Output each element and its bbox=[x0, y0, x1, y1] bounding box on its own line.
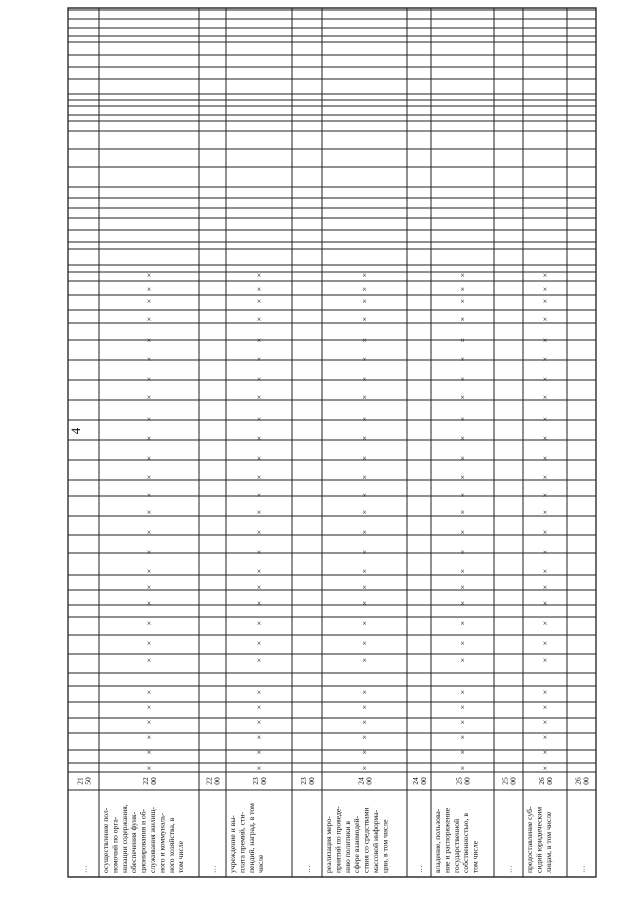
cell-mark: × bbox=[146, 599, 152, 608]
cell-mark: × bbox=[362, 703, 367, 712]
row-label: реализация меро-приятий по проведе-нию политики всфере взаимодей-ствия со средствамимассовой информа-ции, в том числе bbox=[324, 806, 390, 873]
cell-mark: × bbox=[460, 718, 465, 727]
cell-mark: × bbox=[256, 375, 262, 384]
cell-mark: × bbox=[362, 355, 367, 364]
cell-mark: × bbox=[146, 748, 152, 757]
cell-mark: × bbox=[256, 619, 262, 628]
cell-mark: × bbox=[256, 639, 262, 648]
cell-mark: × bbox=[146, 508, 152, 517]
row-label: … bbox=[208, 865, 218, 873]
cell-mark: × bbox=[256, 336, 262, 345]
cell-mark: × bbox=[362, 548, 367, 557]
cell-mark: × bbox=[256, 508, 262, 517]
cell-mark: × bbox=[146, 583, 152, 592]
cell-mark: × bbox=[460, 703, 465, 712]
cell-mark: × bbox=[256, 454, 262, 463]
cell-mark: × bbox=[146, 639, 152, 648]
row-label: … bbox=[577, 865, 587, 873]
cell-mark: × bbox=[146, 567, 152, 576]
cell-mark: × bbox=[146, 434, 152, 443]
cell-mark: × bbox=[362, 619, 367, 628]
row-label: … bbox=[415, 865, 424, 873]
cell-mark: × bbox=[256, 567, 262, 576]
cell-mark: × bbox=[256, 415, 262, 424]
cell-mark: × bbox=[146, 315, 152, 324]
cell-mark: × bbox=[542, 748, 548, 757]
cell-mark: × bbox=[542, 764, 548, 773]
cell-mark: × bbox=[146, 703, 152, 712]
cell-mark: × bbox=[542, 297, 548, 306]
cell-mark: × bbox=[460, 375, 465, 384]
cell-mark: × bbox=[146, 491, 152, 500]
cell-mark: × bbox=[542, 508, 548, 517]
cell-mark: × bbox=[362, 688, 367, 697]
cell-mark: × bbox=[146, 764, 152, 773]
cell-mark: × bbox=[460, 548, 465, 557]
cell-mark: × bbox=[362, 454, 367, 463]
cell-mark: × bbox=[362, 764, 367, 773]
cell-mark: × bbox=[256, 491, 262, 500]
cell-mark: × bbox=[146, 393, 152, 402]
cell-mark: × bbox=[146, 656, 152, 665]
row-code: 2500 bbox=[500, 777, 518, 785]
cell-mark: × bbox=[362, 375, 367, 384]
cell-mark: × bbox=[362, 491, 367, 500]
cell-mark: × bbox=[460, 473, 465, 482]
cell-mark: × bbox=[460, 599, 465, 608]
cell-mark: × bbox=[146, 473, 152, 482]
cell-mark: × bbox=[460, 688, 465, 697]
cell-mark: × bbox=[362, 583, 367, 592]
cell-mark: × bbox=[542, 393, 548, 402]
row-label: учреждение и вы-плата премий, сти-пендий, наград, в томчисле bbox=[228, 803, 266, 873]
cell-mark: × bbox=[146, 375, 152, 384]
cell-mark: × bbox=[542, 315, 548, 324]
row-code: 2200 bbox=[141, 777, 158, 785]
cell-mark: × bbox=[542, 271, 548, 280]
row-code: 2300 bbox=[251, 777, 268, 785]
cell-mark: × bbox=[460, 285, 465, 294]
cell-mark: × bbox=[542, 548, 548, 557]
cell-mark: × bbox=[362, 336, 367, 345]
cell-mark: × bbox=[460, 355, 465, 364]
cell-mark: × bbox=[362, 271, 367, 280]
cell-mark: × bbox=[542, 599, 548, 608]
cell-mark: × bbox=[542, 718, 548, 727]
cell-mark: × bbox=[460, 491, 465, 500]
cell-mark: × bbox=[542, 415, 548, 424]
cell-mark: × bbox=[362, 748, 367, 757]
cell-mark: × bbox=[460, 434, 465, 443]
cell-mark: × bbox=[542, 375, 548, 384]
row-label: … bbox=[504, 865, 514, 873]
cell-mark: × bbox=[542, 454, 548, 463]
cell-mark: × bbox=[460, 271, 465, 280]
cell-mark: × bbox=[256, 599, 262, 608]
row-code: 2200 bbox=[204, 777, 222, 785]
cell-mark: × bbox=[460, 415, 465, 424]
cell-mark: × bbox=[256, 393, 262, 402]
cell-mark: × bbox=[362, 285, 367, 294]
cell-mark: × bbox=[460, 315, 465, 324]
cell-mark: × bbox=[256, 733, 262, 742]
cell-mark: × bbox=[256, 271, 262, 280]
cell-mark: × bbox=[542, 688, 548, 697]
cell-mark: × bbox=[460, 508, 465, 517]
cell-mark: × bbox=[460, 639, 465, 648]
cell-mark: × bbox=[542, 583, 548, 592]
cell-mark: × bbox=[146, 336, 152, 345]
cell-mark: × bbox=[256, 297, 262, 306]
row-code: 2400 bbox=[411, 777, 428, 785]
row-code: 2150 bbox=[75, 777, 93, 785]
cell-mark: × bbox=[256, 748, 262, 757]
cell-mark: × bbox=[146, 688, 152, 697]
cell-mark: × bbox=[542, 528, 548, 537]
cell-mark: × bbox=[362, 639, 367, 648]
cell-mark: × bbox=[362, 297, 367, 306]
cell-mark: × bbox=[256, 315, 262, 324]
cell-mark: × bbox=[362, 733, 367, 742]
cell-mark: × bbox=[542, 355, 548, 364]
cell-mark: × bbox=[362, 718, 367, 727]
cell-mark: × bbox=[256, 764, 262, 773]
row-label: … bbox=[79, 865, 89, 873]
cell-mark: × bbox=[460, 528, 465, 537]
cell-mark: × bbox=[146, 718, 152, 727]
cell-mark: × bbox=[362, 315, 367, 324]
cell-mark: × bbox=[256, 718, 262, 727]
cell-mark: × bbox=[146, 548, 152, 557]
cell-mark: × bbox=[362, 434, 367, 443]
cell-mark: × bbox=[256, 583, 262, 592]
cell-mark: × bbox=[460, 393, 465, 402]
page-number: 4 bbox=[68, 427, 83, 435]
cell-mark: × bbox=[146, 285, 152, 294]
cell-mark: × bbox=[256, 528, 262, 537]
row-code: 2300 bbox=[299, 777, 316, 785]
cell-mark: × bbox=[460, 336, 465, 345]
cell-mark: × bbox=[362, 508, 367, 517]
cell-mark: × bbox=[146, 415, 152, 424]
cell-mark: × bbox=[256, 285, 262, 294]
cell-mark: × bbox=[460, 297, 465, 306]
cell-mark: × bbox=[362, 415, 367, 424]
cell-mark: × bbox=[362, 567, 367, 576]
cell-mark: × bbox=[362, 393, 367, 402]
row-label: владение, пользова-ние и распоряжениегосударственнойсобственностью, втом числе bbox=[433, 807, 480, 873]
cell-mark: × bbox=[146, 733, 152, 742]
cell-mark: × bbox=[542, 567, 548, 576]
cell-mark: × bbox=[460, 748, 465, 757]
row-label: осуществление пол-номочий по орга-низации содержания,обеспечения функ-ционирования и об-служивания жилищ-ного и коммуналь-ного хозяйства, втом числе bbox=[101, 804, 186, 873]
cell-mark: × bbox=[362, 473, 367, 482]
cell-mark: × bbox=[256, 473, 262, 482]
cell-mark: × bbox=[460, 583, 465, 592]
cell-mark: × bbox=[362, 528, 367, 537]
row-label: предоставление суб-сидий юридическимлицам, в том числе bbox=[525, 806, 553, 873]
cell-mark: × bbox=[460, 733, 465, 742]
cell-mark: × bbox=[146, 619, 152, 628]
cell-mark: × bbox=[542, 619, 548, 628]
row-label: … bbox=[303, 865, 312, 873]
cell-mark: × bbox=[256, 688, 262, 697]
cell-mark: × bbox=[460, 764, 465, 773]
cell-mark: × bbox=[460, 619, 465, 628]
cell-mark: × bbox=[542, 703, 548, 712]
row-code: 2400 bbox=[356, 777, 374, 785]
cell-mark: × bbox=[542, 434, 548, 443]
row-code: 2500 bbox=[454, 777, 472, 785]
cell-mark: × bbox=[542, 491, 548, 500]
cell-mark: × bbox=[256, 434, 262, 443]
row-code: 2600 bbox=[573, 777, 591, 785]
cell-mark: × bbox=[460, 567, 465, 576]
cell-mark: × bbox=[542, 285, 548, 294]
cell-mark: × bbox=[146, 355, 152, 364]
cell-mark: × bbox=[542, 336, 548, 345]
row-code: 2600 bbox=[537, 777, 554, 785]
cell-mark: × bbox=[256, 656, 262, 665]
cell-mark: × bbox=[256, 703, 262, 712]
cell-mark: × bbox=[542, 639, 548, 648]
cell-mark: × bbox=[146, 528, 152, 537]
cell-mark: × bbox=[542, 656, 548, 665]
cell-mark: × bbox=[256, 355, 262, 364]
cell-mark: × bbox=[146, 454, 152, 463]
cell-mark: × bbox=[256, 548, 262, 557]
cell-mark: × bbox=[542, 473, 548, 482]
cell-mark: × bbox=[542, 733, 548, 742]
cell-mark: × bbox=[460, 454, 465, 463]
cell-mark: × bbox=[460, 656, 465, 665]
cell-mark: × bbox=[146, 271, 152, 280]
cell-mark: × bbox=[362, 656, 367, 665]
cell-mark: × bbox=[146, 297, 152, 306]
cell-mark: × bbox=[362, 599, 367, 608]
